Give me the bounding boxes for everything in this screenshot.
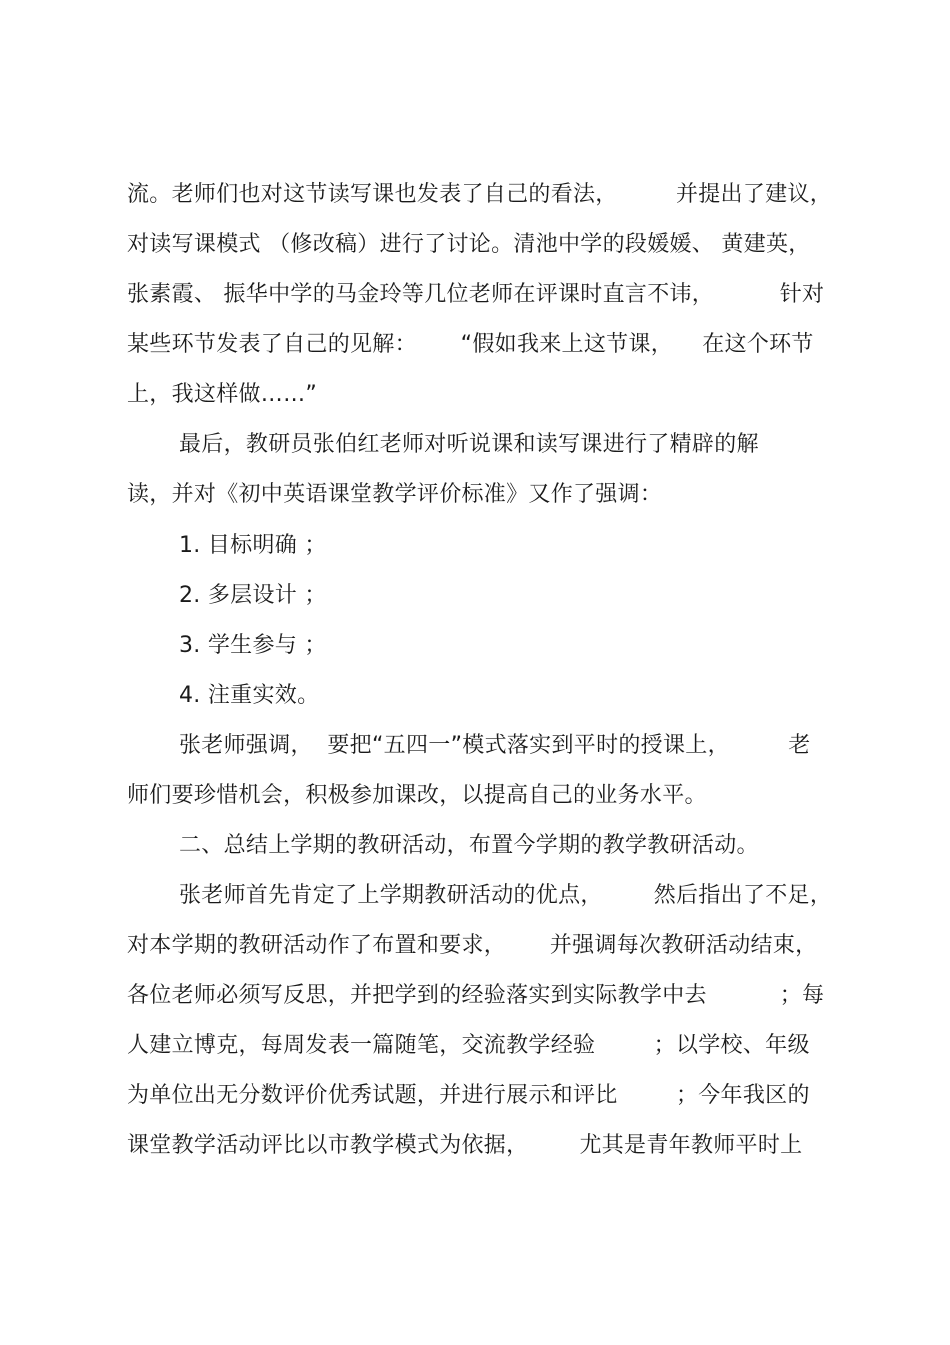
list-item: 4. 注重实效。 [179, 683, 320, 708]
list-item: 1. 目标明确 ； [179, 533, 327, 558]
text-line: 某些环节发表了自己的见解： “假如我来上这节课， 在这个环节 [127, 332, 814, 357]
text-line: 师们要珍惜机会，积极参加课改，以提高自己的业务水平。 [127, 783, 707, 808]
text-line: 流。老师们也对这节读写课也发表了自己的看法， 并提出了建议， [127, 182, 833, 207]
text-line: 读，并对《初中英语课堂教学评价标准》又作了强调： [127, 482, 663, 507]
text-line: 人建立博克，每周发表一篇随笔，交流教学经验 ；以学校、年级 [127, 1033, 810, 1058]
section-heading: 二、总结上学期的教研活动，布置今学期的教学教研活动。 [179, 833, 759, 858]
text-line: 对读写课模式 （修改稿）进行了讨论。清池中学的段媛媛、 黄建英， [127, 232, 811, 257]
text-line: 张素霞、 振华中学的马金玲等几位老师在评课时直言不讳， 针对 [127, 282, 825, 307]
list-item: 2. 多层设计 ； [179, 583, 327, 608]
text-line: 对本学期的教研活动作了布置和要求， 并强调每次教研活动结束， [127, 933, 818, 958]
paragraph-line: 张老师首先肯定了上学期教研活动的优点， 然后指出了不足， [179, 883, 833, 908]
text-line: 课堂教学活动评比以市教学模式为依据， 尤其是青年教师平时上 [127, 1133, 803, 1158]
text-line: 各位老师必须写反思，并把学到的经验落实到实际教学中去 ；每 [127, 983, 825, 1008]
paragraph-line: 最后，教研员张伯红老师对听说课和读写课进行了精辟的解 [179, 432, 759, 457]
paragraph-line: 张老师强调， 要把“五四一”模式落实到平时的授课上， 老 [179, 733, 811, 758]
text-line: 为单位出无分数评价优秀试题，并进行展示和评比 ；今年我区的 [127, 1083, 810, 1108]
text-line: 上，我这样做……” [127, 382, 318, 407]
list-item: 3. 学生参与 ； [179, 633, 327, 658]
